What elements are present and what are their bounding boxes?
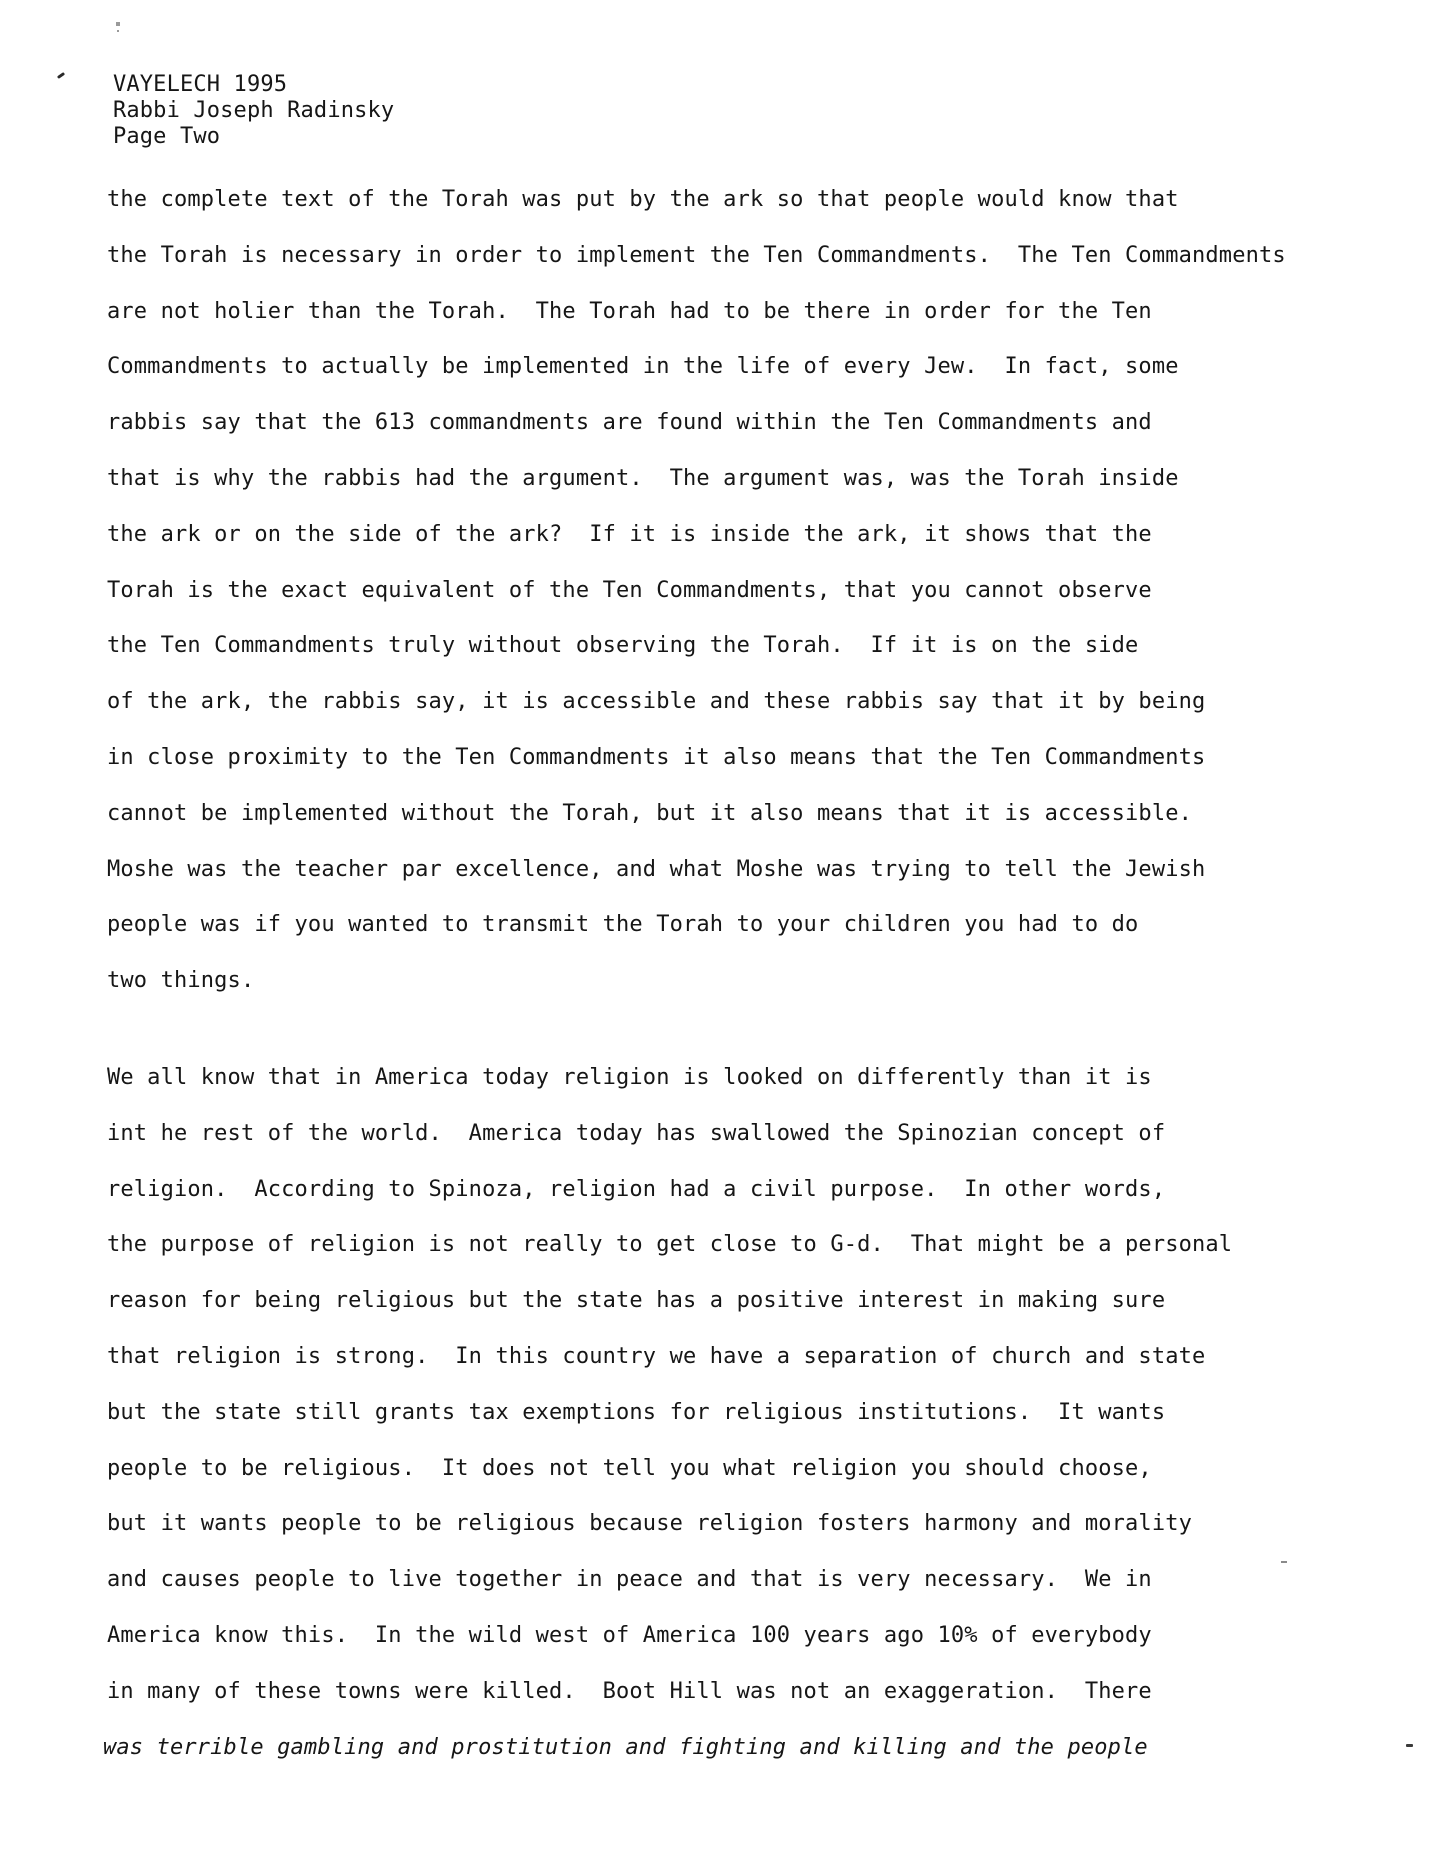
text-line: people was if you wanted to transmit the Torah to your children you had to do [107,912,1139,938]
text-line: the purpose of religion is not really to get close to G-d. That might be a personal [107,1232,1233,1258]
scan-artifact-dash [1281,1561,1287,1563]
scan-artifact-smudge [116,22,120,26]
text-line: reason for being religious but the state has a positive interest in making sure [107,1288,1166,1314]
text-line: Moshe was the teacher par excellence, and what Moshe was trying to tell the Jewish [107,856,1206,882]
text-line: was terrible gambling and prostitution and fighting and killing and the people [103,1734,1148,1760]
text-line: int he rest of the world. America today has swallowed the Spinozian concept of [107,1120,1166,1146]
text-line: cannot be implemented without the Torah, but it also means that it is accessible. [107,800,1193,826]
text-line: are not holier than the Torah. The Torah had to be there in order for the Ten [107,298,1152,324]
text-line: and causes people to live together in peace and that is very necessary. We in [107,1567,1152,1593]
text-line: that religion is strong. In this country we have a separation of church and state [107,1343,1206,1369]
text-line: people to be religious. It does not tell you what religion you should choose, [107,1455,1152,1481]
text-line: that is why the rabbis had the argument. The argument was, was the Torah inside [107,465,1179,491]
text-line: of the ark, the rabbis say, it is accessible and these rabbis say that it by being [107,689,1206,715]
document-header [113,72,394,150]
text-line: in many of these towns were killed. Boot Hill was not an exaggeration. There [107,1678,1152,1704]
text-line: the ark or on the side of the ark? If it is inside the ark, it shows that the [107,521,1152,547]
text-line: We all know that in America today religion is looked on differently than it is [107,1065,1152,1090]
document-page-number: Page Two [113,124,221,149]
text-line: the Torah is necessary in order to implement the Ten Commandments. The Ten Commandments [107,242,1286,268]
document-title: VAYELECH 1995 [113,72,288,97]
text-line: but it wants people to be religious because religion fosters harmony and morality [107,1511,1193,1537]
text-line: Torah is the exact equivalent of the Ten Commandments, that you cannot observe [107,577,1152,603]
text-line: religion. According to Spinoza, religion had a civil purpose. In other words, [107,1176,1166,1202]
text-line: Commandments to actually be implemented in the life of every Jew. In fact, some [107,354,1179,380]
text-line: the complete text of the Torah was put by the ark so that people would know that [107,187,1179,212]
text-line: two things. [107,968,255,994]
paragraph-religion-in-america [103,1050,1233,1775]
scan-artifact-tick [57,72,65,79]
scan-artifact-dash [1406,1744,1413,1747]
text-line: but the state still grants tax exemptions for religious institutions. It wants [107,1399,1166,1425]
paragraph-torah-commandments [107,172,1286,1009]
text-line: America know this. In the wild west of America 100 years ago 10% of everybody [107,1622,1152,1648]
text-line: rabbis say that the 613 commandments are found within the Ten Commandments and [107,410,1152,436]
document-author: Rabbi Joseph Radinsky [113,98,395,123]
text-line: in close proximity to the Ten Commandments it also means that the Ten Commandments [107,744,1206,770]
text-line: the Ten Commandments truly without observing the Torah. If it is on the side [107,633,1139,659]
